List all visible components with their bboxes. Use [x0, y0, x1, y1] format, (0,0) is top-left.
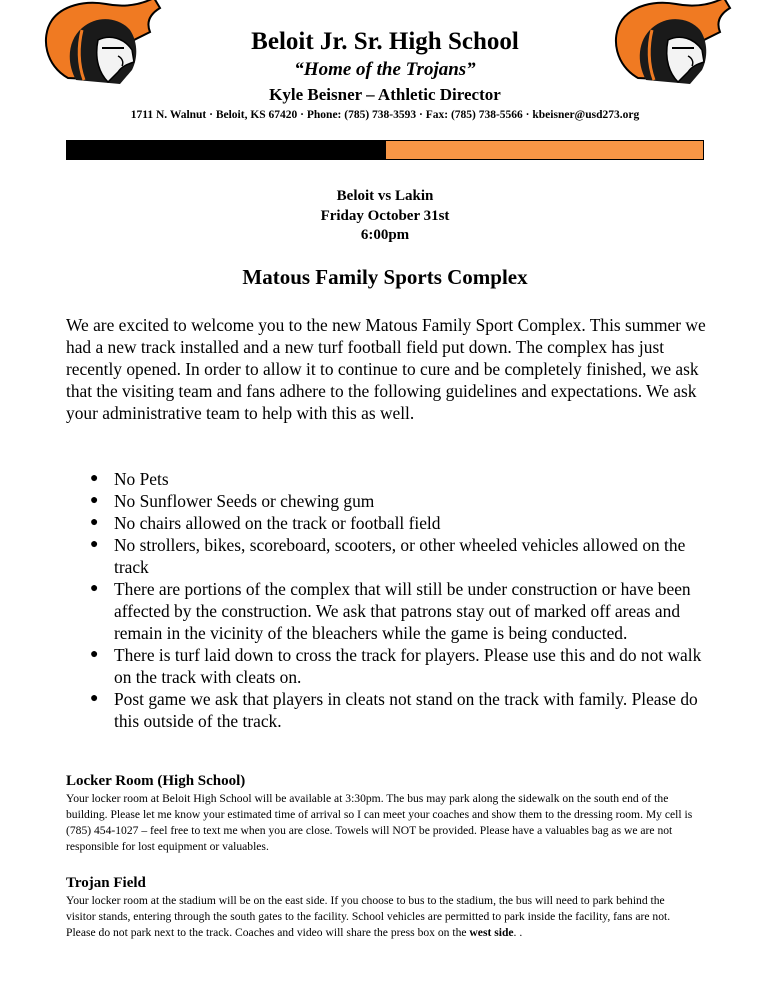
guidelines-list: [66, 468, 706, 732]
rule-text: There are portions of the complex that will still be under construction or have been affected by the construction. We ask that patrons stay out of marked off areas and remain in the vicinity of the bleachers while the game is being conducted.: [114, 579, 691, 643]
list-item: [66, 534, 706, 578]
bullet-icon: ●: [90, 493, 99, 508]
list-item: [66, 512, 706, 534]
bullet-icon: ●: [90, 581, 99, 596]
game-time: 6:00pm: [360, 227, 410, 243]
list-item: [66, 644, 706, 688]
bullet-icon: ●: [90, 647, 99, 662]
list-item: [66, 688, 706, 732]
school-name: Beloit Jr. Sr. High School: [251, 28, 519, 55]
bullet-icon: ●: [90, 515, 99, 530]
contact-line: 1711 N. Walnut · Beloit, KS 67420 · Phone: (785) 738-3593 · Fax: (785) 738-5566 · kbeisner@usd273.org: [130, 109, 640, 121]
list-item: [66, 578, 706, 644]
bullet-icon: ●: [90, 691, 99, 706]
locker-room-section: [66, 772, 696, 855]
bullet-icon: ●: [90, 471, 99, 486]
locker-room-body: Your locker room at Beloit High School will be available at 3:30pm. The bus may park along the sidewalk on the south end of the building. Please let me know your estimated time of arrival so I can meet your coaches and show them to the dressing room. My cell is (785) 454-1027 – feel free to text me when you are close. Towels will NOT be provided. Please have a valuables bag as we are not responsible for lost equipment or valuables.: [66, 792, 693, 853]
locker-room-heading: Locker Room (High School): [66, 773, 246, 789]
game-info: [0, 187, 770, 246]
athletic-director: Kyle Beisner – Athletic Director: [269, 85, 501, 104]
west-side-emphasis: west side: [469, 926, 514, 939]
trojan-field-body-start: Your locker room at the stadium will be on the east side. If you choose to bus to the stadium, the bus will need to park behind the visitor stands, entering through the south gates to the facility. School vehicles are permitted to park inside the facility, fans are not. Please do not park next to the track. Coaches and video will share the press box on the: [66, 894, 671, 939]
trojan-field-section: [66, 874, 696, 941]
game-matchup: Beloit vs Lakin: [336, 188, 434, 204]
trojan-field-body: [66, 893, 696, 941]
rule-text: Post game we ask that players in cleats not stand on the track with family. Please do this outside of the track.: [114, 689, 698, 731]
rule-text: No chairs allowed on the track or football field: [114, 513, 441, 533]
intro-paragraph: We are excited to welcome you to the new Matous Family Sport Complex. This summer we had a new track installed and a new turf football field put down. The complex has just recently opened. In order to allow it to continue to cure and be completely finished, we ask that the visiting team and fans adhere to the following guidelines and expectations. We ask your administrative team to help with this as well.: [66, 315, 706, 423]
divider-bar: [66, 140, 704, 160]
trojan-field-body-end: . .: [513, 926, 523, 939]
rule-text: No Sunflower Seeds or chewing gum: [114, 491, 375, 511]
rule-text: No Pets: [114, 469, 169, 489]
rule-text: There is turf laid down to cross the track for players. Please use this and do not walk on the track with cleats on.: [114, 645, 702, 687]
bullet-icon: ●: [90, 537, 99, 552]
list-item: [66, 468, 706, 490]
rule-text: No strollers, bikes, scoreboard, scooters, or other wheeled vehicles allowed on the track: [114, 535, 686, 577]
list-item: [66, 490, 706, 512]
divider-black-segment: [66, 140, 386, 160]
school-motto: “Home of the Trojans”: [294, 59, 476, 80]
letterhead: [0, 26, 770, 123]
trojan-field-heading: Trojan Field: [66, 875, 146, 891]
venue-title: Matous Family Sports Complex: [242, 265, 528, 289]
divider-orange-segment: [386, 140, 704, 160]
game-date: Friday October 31st: [320, 207, 450, 224]
